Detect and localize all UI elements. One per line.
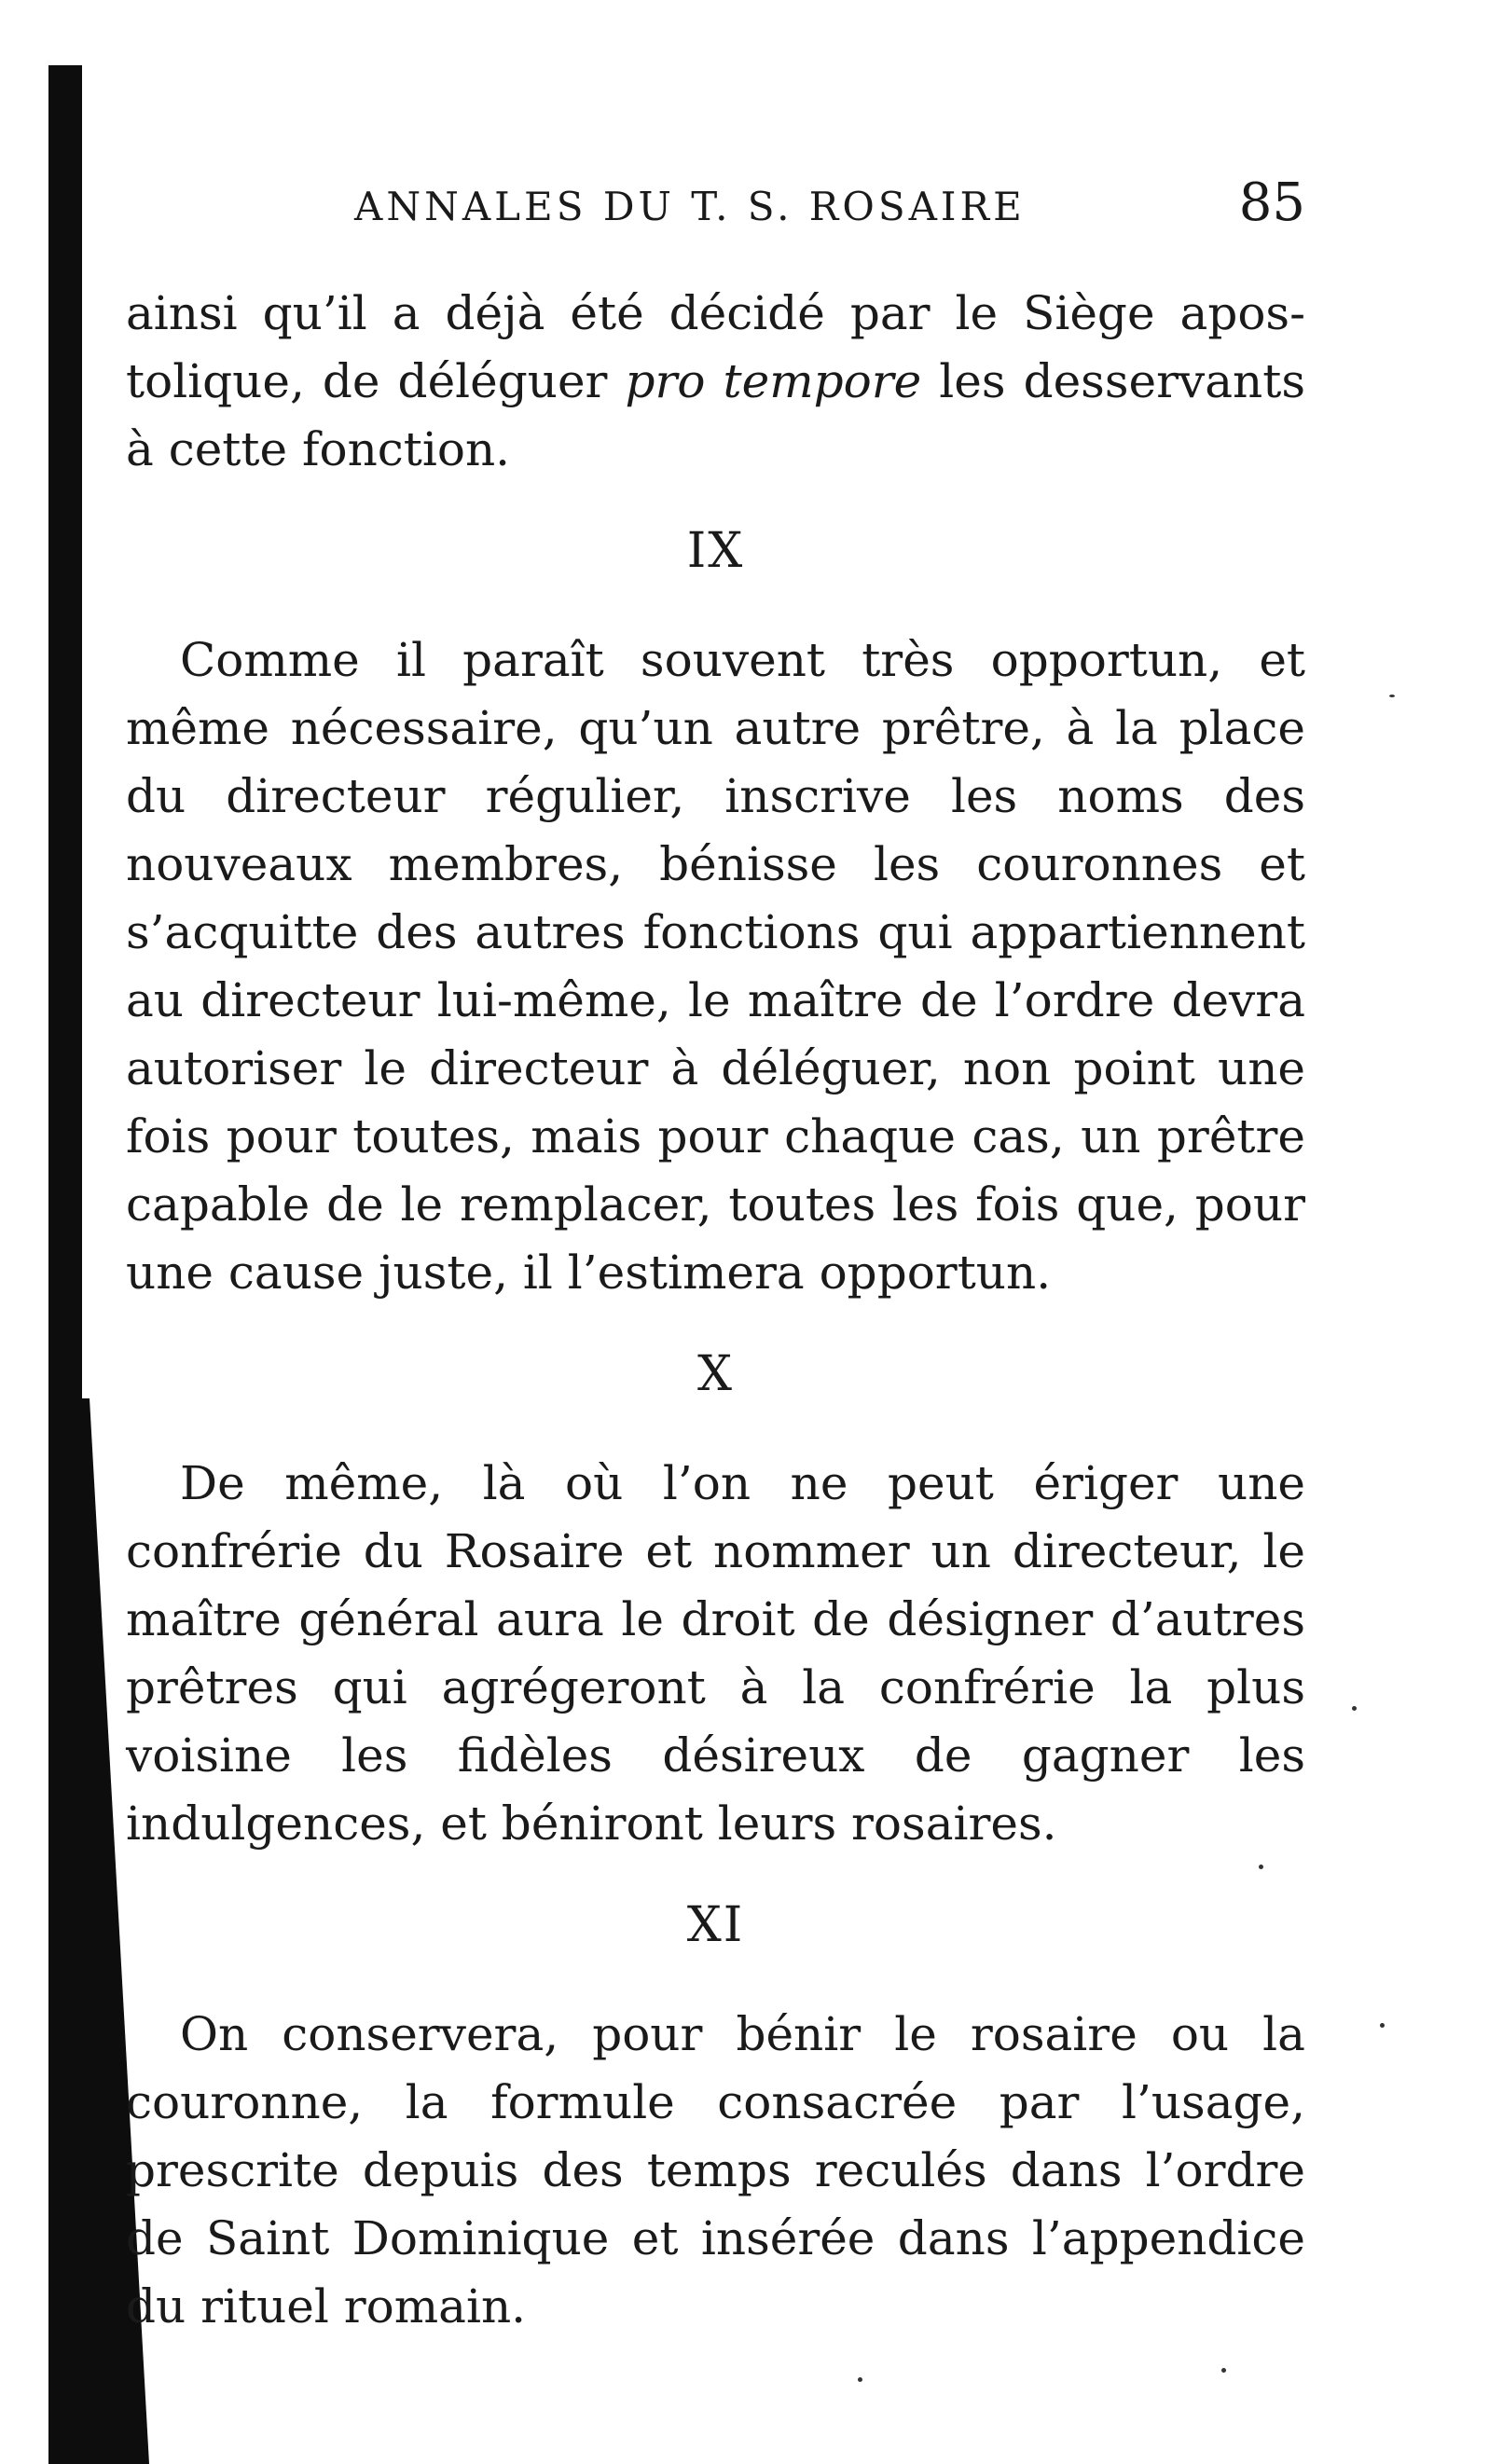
section-text-xi: On conservera, pour bénir le rosaire ou la couronne, la formule consacrée par l’usage, prescrite depuis des temps reculés dans l’ordre de Saint Dominique et insérée dans l’appendice du rituel romain. (126, 2007, 1305, 2333)
running-title: ANNALES DU T. S. ROSAIRE (354, 184, 1026, 229)
body-text (126, 280, 1305, 2341)
continuation-line-2-start: tolique, de déléguer (126, 354, 626, 408)
continuation-line-3: à cette fonction. (126, 422, 511, 476)
continuation-paragraph (126, 280, 1305, 484)
print-speck (858, 2377, 862, 2382)
page-number: 85 (1238, 172, 1305, 233)
section-text-ix: Comme il paraît souvent très opportun, et même nécessaire, qu’un autre prêtre, à la place du directeur régulier, inscrive les noms des nouveaux membres, bénisse les couronnes et s’acquitte des autres fonctions qui appartiennent au directeur lui-même, le maître de l’ordre devra autoriser le directeur à déléguer, non point une fois pour toutes, mais pour chaque cas, un prêtre capable de le remplacer, toutes les fois que, pour une cause juste, il l’estimera opportun. (126, 633, 1305, 1300)
running-head (354, 172, 1305, 238)
latin-phrase: pro tempore (625, 354, 922, 408)
print-speck (1380, 2023, 1385, 2028)
print-speck (1352, 1706, 1357, 1711)
section-heading-ix: IX (686, 523, 745, 579)
print-speck (1259, 1865, 1263, 1869)
section-heading-xi: XI (686, 1897, 745, 1953)
print-speck (1221, 2368, 1226, 2373)
continuation-line-2-end: les desservants (921, 354, 1305, 408)
section-text-x: De même, là où l’on ne peut ériger une confrérie du Rosaire et nommer un directeur, le maître général aura le droit de désigner d’autres prêtres qui agrégeront à la confrérie la plus voisine les fidèles désireux de gagner les indulgences, et béniront leurs rosaires. (126, 1456, 1305, 1851)
continuation-line-1: ainsi qu’il a déjà été décidé par le Siège apos- (126, 286, 1305, 340)
print-speck (1389, 695, 1395, 697)
section-heading-x: X (696, 1346, 735, 1402)
